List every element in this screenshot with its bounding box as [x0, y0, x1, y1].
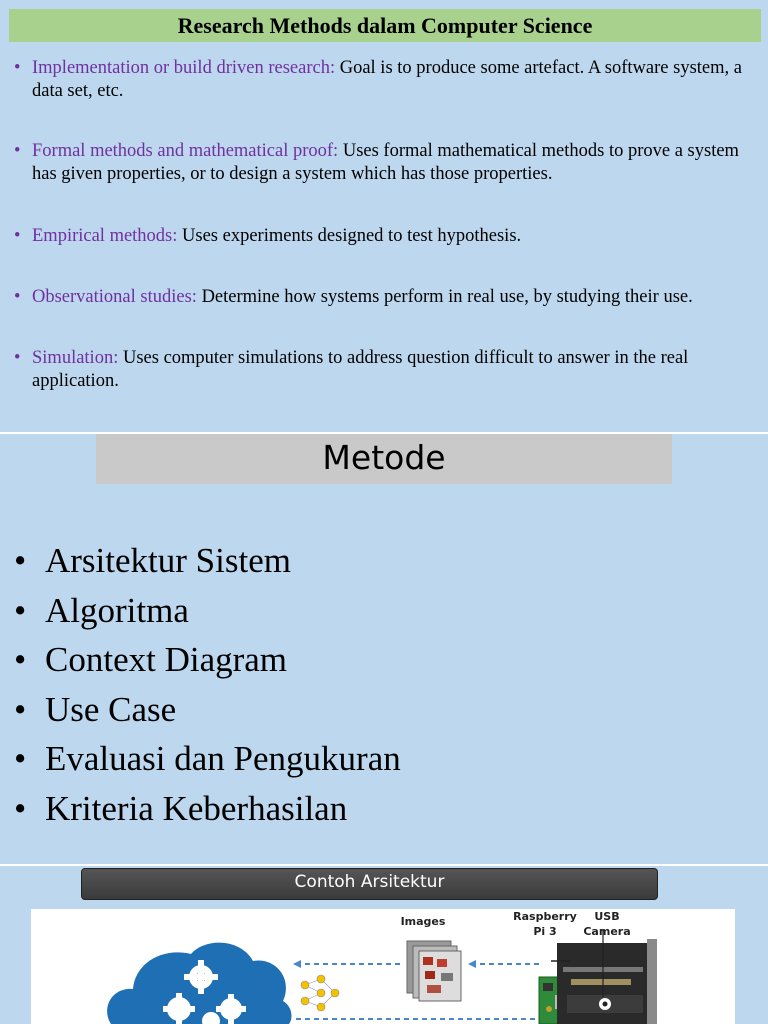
- list-item-label: Kriteria Keberhasilan: [45, 788, 348, 828]
- bullet-icon: •: [14, 689, 27, 729]
- list-item-label: Algoritma: [45, 590, 189, 630]
- slide-title: Contoh Arsitektur: [81, 868, 658, 900]
- refrigerator-icon: [551, 929, 657, 1024]
- slide-contoh-arsitektur: [0, 866, 768, 1024]
- method-term: Observational studies:: [32, 287, 197, 307]
- list-item: [14, 635, 401, 685]
- method-description: Determine how systems perform in real use, by studying their use.: [196, 287, 693, 307]
- usb-camera-label: USB Camera: [583, 910, 631, 938]
- bullet-icon: •: [14, 788, 27, 828]
- slide-metode: [0, 434, 768, 864]
- slide-research-methods: [0, 0, 768, 432]
- method-description: Goal is to produce some artefact. A software system, a data set, etc.: [32, 58, 742, 101]
- raspberry-pi-label: Raspberry Pi 3: [513, 910, 577, 938]
- bullet-icon: •: [14, 287, 21, 307]
- method-term: Implementation or build driven research:: [32, 58, 336, 78]
- research-methods-list: [14, 57, 754, 393]
- list-item: [14, 734, 401, 784]
- list-item: [14, 140, 754, 186]
- bullet-icon: •: [14, 541, 27, 580]
- list-item: [14, 57, 754, 103]
- slide-title: Metode: [96, 434, 672, 484]
- architecture-diagram: [31, 909, 735, 1024]
- slide-title: Research Methods dalam Computer Science: [9, 9, 761, 42]
- list-item: [14, 347, 754, 393]
- bullet-icon: •: [14, 640, 27, 680]
- bullet-icon: •: [14, 58, 21, 78]
- image-stack-icon: [407, 941, 461, 1001]
- cloud-gears-icon: [107, 943, 291, 1024]
- method-term: Empirical methods:: [32, 226, 178, 246]
- method-description: Uses experiments designed to test hypothesis.: [177, 226, 522, 246]
- bullet-icon: •: [14, 590, 27, 630]
- list-item: [14, 536, 401, 586]
- method-description: Uses computer simulations to address question difficult to answer in the real application.: [32, 348, 689, 391]
- list-item: [14, 225, 754, 248]
- list-item: [14, 286, 754, 309]
- list-item-label: Use Case: [45, 689, 177, 729]
- metode-list: [14, 536, 401, 834]
- list-item: [14, 685, 401, 735]
- method-term: Formal methods and mathematical proof:: [32, 141, 339, 161]
- bullet-icon: •: [14, 348, 21, 368]
- neural-network-icon: [301, 975, 339, 1011]
- method-description: Uses formal mathematical methods to prove a system has given properties, or to design a system which has those properties.: [32, 141, 739, 184]
- list-item-label: Context Diagram: [45, 640, 288, 680]
- list-item-label: Arsitektur Sistem: [45, 541, 291, 580]
- bullet-icon: •: [14, 141, 21, 161]
- list-item: [14, 784, 401, 834]
- method-term: Simulation:: [32, 348, 119, 368]
- list-item-label: Evaluasi dan Pengukuran: [45, 739, 401, 779]
- bullet-icon: •: [14, 226, 21, 246]
- images-label: Images: [400, 915, 446, 928]
- bullet-icon: •: [14, 739, 27, 779]
- list-item: [14, 586, 401, 636]
